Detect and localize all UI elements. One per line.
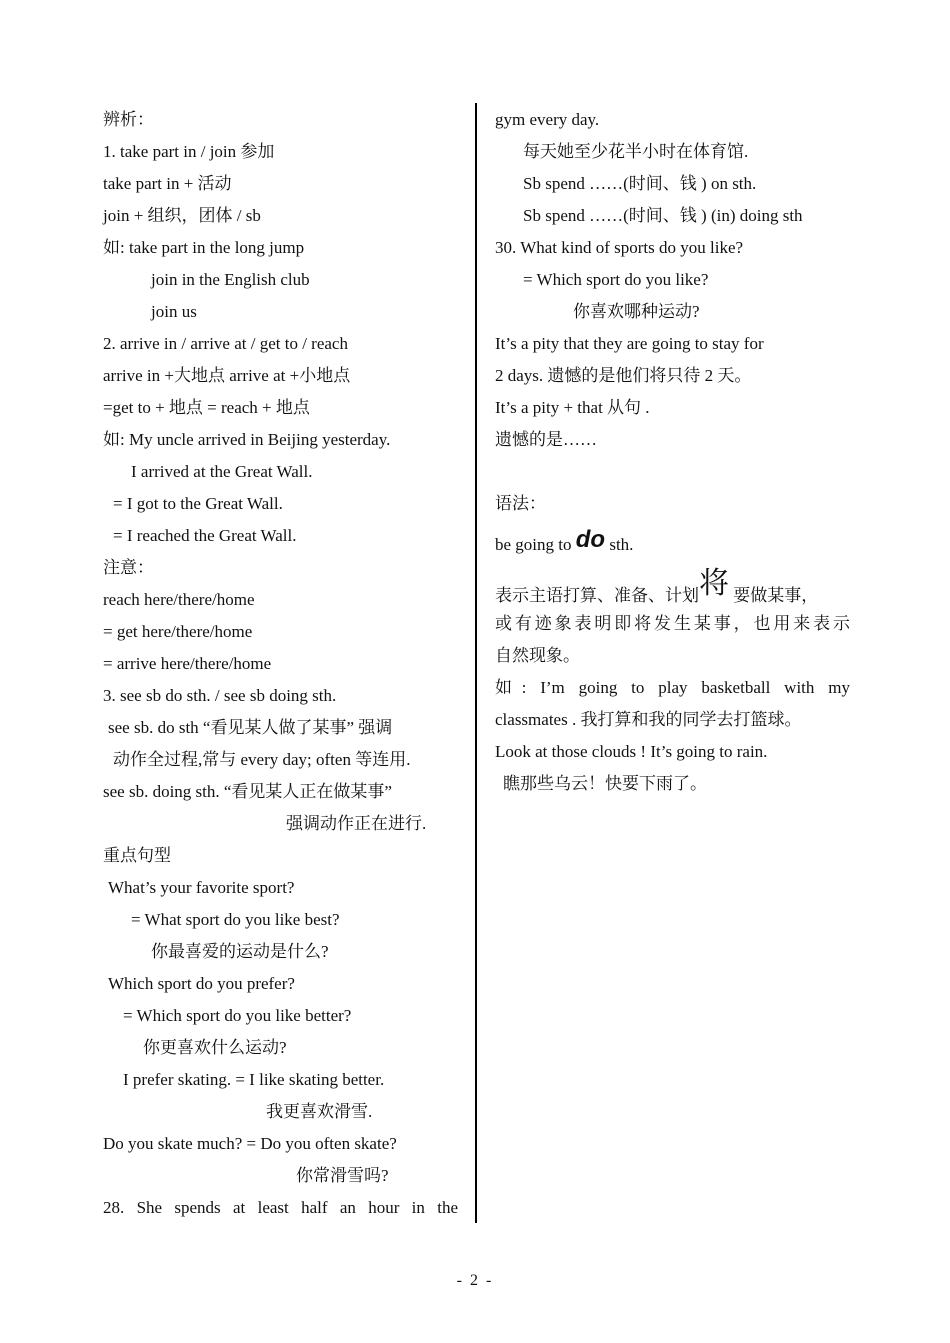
grammar-pattern-before: be going to — [495, 535, 576, 554]
left-column-line: Do you skate much? = Do you often skate? — [103, 1134, 397, 1153]
right-column-line: Sb spend ……(时间、钱 ) on sth. — [523, 174, 757, 193]
left-column-line: = I reached the Great Wall. — [113, 526, 297, 545]
grammar-keyword-jiang: 将 — [699, 567, 729, 600]
left-column-line: 你更喜欢什么运动? — [143, 1038, 287, 1057]
left-column-line: I prefer skating. = I like skating better. — [123, 1070, 385, 1089]
left-column-line: 28. She spends at least half an hour in the — [103, 1198, 458, 1217]
left-column-line: see sb. doing sth. “看见某人正在做某事” — [103, 782, 392, 801]
left-column-line: reach here/there/home — [103, 590, 255, 609]
left-column-line: 强调动作正在进行. — [286, 814, 427, 833]
right-column-line: Sb spend ……(时间、钱 ) (in) doing sth — [523, 206, 803, 225]
left-column-line: 重点句型 — [103, 846, 171, 865]
right-column-line: = Which sport do you like? — [523, 270, 709, 289]
right-column-line: classmates . 我打算和我的同学去打篮球。 — [495, 710, 802, 729]
left-column-line: arrive in +大地点 arrive at +小地点 — [103, 366, 351, 385]
right-column-examples — [495, 608, 850, 800]
left-column-line: 你常滑雪吗? — [296, 1166, 389, 1185]
right-column-line: 30. What kind of sports do you like? — [495, 238, 744, 257]
right-column-line: 瞧那些乌云！快要下雨了。 — [503, 774, 707, 793]
left-column-line: 注意： — [103, 558, 154, 577]
right-column — [495, 104, 850, 800]
left-column-line: 如: My uncle arrived in Beijing yesterday. — [103, 430, 391, 449]
right-column-line: 你喜欢哪种运动? — [573, 302, 700, 321]
right-column-line: It’s a pity + that 从句 . — [495, 398, 650, 417]
right-column-line: 语法： — [495, 494, 546, 513]
left-column-line: 你最喜爱的运动是什么? — [151, 942, 329, 961]
grammar-meaning — [495, 560, 850, 608]
left-column-line: take part in + 活动 — [103, 174, 232, 193]
left-column-line: join in the English club — [151, 270, 310, 289]
right-column-line: 或有迹象表明即将发生某事，也用来表示 — [495, 614, 850, 633]
right-column-line: 每天她至少花半小时在体育馆. — [523, 142, 749, 161]
right-column-line: 遗憾的是…… — [495, 430, 597, 449]
right-column-line — [495, 456, 850, 488]
grammar-meaning-after: 要做某事， — [729, 586, 819, 605]
left-column-line: = arrive here/there/home — [103, 654, 272, 673]
left-column — [103, 104, 458, 1224]
left-column-line: Which sport do you prefer? — [108, 974, 295, 993]
left-column-line: see sb. do sth “看见某人做了某事” 强调 — [108, 718, 393, 737]
left-column-line: 1. take part in / join 参加 — [103, 142, 275, 161]
grammar-pattern — [495, 520, 850, 560]
grammar-pattern-after: sth. — [605, 535, 634, 554]
right-column-line: Look at those clouds ! It’s going to rain. — [495, 742, 768, 761]
page-number: - 2 - — [456, 1272, 494, 1289]
right-column-line: 2 days. 遗憾的是他们将只待 2 天。 — [495, 366, 752, 385]
left-column-line: = Which sport do you like better? — [123, 1006, 352, 1025]
right-column-notes — [495, 104, 850, 520]
right-column-line: It’s a pity that they are going to stay for — [495, 334, 764, 353]
left-column-line: =get to + 地点 = reach + 地点 — [103, 398, 310, 417]
left-column-line: = I got to the Great Wall. — [113, 494, 283, 513]
left-column-line: = get here/there/home — [103, 622, 253, 641]
left-column-line: 动作全过程,常与 every day; often 等连用. — [113, 750, 411, 769]
grammar-keyword-do: do — [575, 526, 606, 553]
right-column-line: 如: I’m going to play basketball with my — [495, 678, 850, 697]
right-column-line: gym every day. — [495, 110, 600, 129]
left-column-line: join + 组织，团体 / sb — [103, 206, 261, 225]
left-column-line: 3. see sb do sth. / see sb doing sth. — [103, 686, 337, 705]
left-column-line: 2. arrive in / arrive at / get to / reach — [103, 334, 348, 353]
left-column-line: What’s your favorite sport? — [108, 878, 295, 897]
right-column-line: 自然现象。 — [495, 646, 580, 665]
left-column-line: 如: take part in the long jump — [103, 238, 305, 257]
left-column-line: 我更喜欢滑雪. — [266, 1102, 373, 1121]
left-column-line: I arrived at the Great Wall. — [131, 462, 313, 481]
left-column-line: 辨析： — [103, 110, 154, 129]
left-column-line: join us — [151, 302, 197, 321]
grammar-meaning-before: 表示主语打算、准备、计划 — [495, 586, 699, 605]
column-divider — [475, 103, 477, 1223]
left-column-line: = What sport do you like best? — [131, 910, 340, 929]
